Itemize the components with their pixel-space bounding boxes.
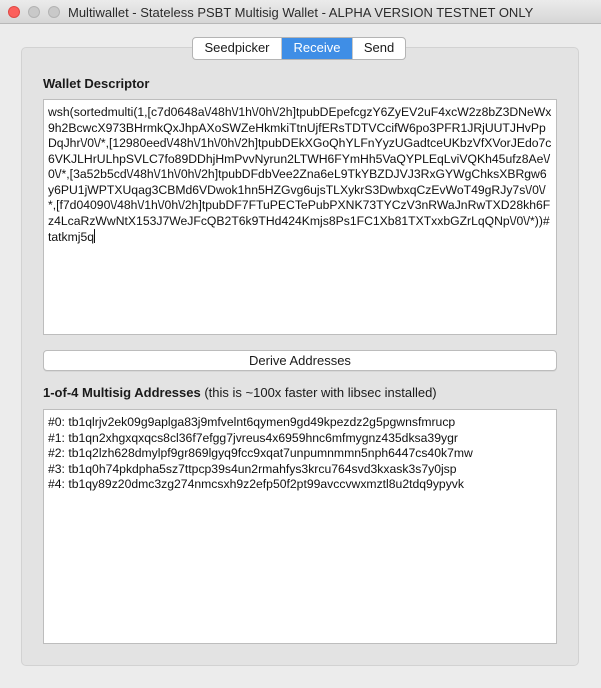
address-line: #3: tb1q0h74pkdpha5sz7ttpcp39s4un2rmahfys3krcu764svd3kxask3s7y0jsp [48, 461, 457, 476]
text-cursor [94, 229, 95, 243]
addresses-output[interactable] [43, 409, 557, 644]
title-bar [0, 0, 601, 24]
window-title: Multiwallet - Stateless PSBT Multisig Wallet - ALPHA VERSION TESTNET ONLY [68, 5, 534, 20]
zoom-window-button[interactable] [48, 6, 60, 18]
minimize-window-button[interactable] [28, 6, 40, 18]
address-line: #4: tb1qy89z20dmc3zg274nmcsxh9z2efp50f2pt99avccvwxmztl8u2tdq9ypyvk [48, 477, 464, 491]
address-line: #1: tb1qn2xhgxqxqcs8cl36f7efgg7jvreus4x6959hnc6mfmygnz435dksa39ygr [48, 430, 458, 445]
tab-send[interactable]: Send [363, 40, 395, 55]
multisig-addresses-note: (this is ~100x faster with libsec installed) [204, 385, 437, 400]
wallet-descriptor-label: Wallet Descriptor [43, 76, 150, 91]
derive-addresses-button[interactable]: Derive Addresses [43, 350, 557, 371]
address-line: #2: tb1q2lzh628dmylpf9gr869lgyq9fcc9xqat7unpumnmmn5nph6447cs40k7mw [48, 446, 473, 460]
wallet-descriptor-input[interactable] [43, 99, 557, 335]
multisig-addresses-title: 1-of-4 Multisig Addresses [43, 385, 201, 400]
close-window-button[interactable] [8, 6, 20, 18]
wallet-descriptor-text: wsh(sortedmulti(1,[c7d0648a\/48h\/1h\/0h\/2h]tpubDEpefcgzY6ZyEV2uF4xcW2z8bZ3DNeWx9h2BcwcX973BHrmkQxJhpAXoSWZeHkmkiTtnUjfERsTDTVCcifW6po3PFR1JRjUUTJHvPpDqJhr\/0\/*,[12980eed\/48h\/1h\/0h\/2h]tpubDEkXGoQhYLFnYyzUGadtceUKbzVfXVorJEdo7c6VKJLHrULhpSVLC7fo89DDhjHmPvvNyrun2LTWH6FYmHh5VaQYPLEqLviVQKh45ufz8Ae\/0\/*,[3a52b5cd\/48h\/1h\/0h\/2h]tpubDFdbVee2Zna6eL9TkYBZDJVJ3RxGYWgChksXBRgw6y6PU1jWPTXUqag3CBMd6VDwok1hn5HZGvg6ujsTLXykrS3DwbxqCzEvWoT49gRJy7s\/0\/*,[f7d04090\/48h\/1h\/0h\/2h]tpubDF7FTuPECTePubPXNK73TYCzV3nRWaJnRwTXD28kh6Fz4LcaRzWwNtX153J7WeJFcQB2T6k9THd424Kmjs8Ps1FC1Xb81TXTxxbGZrLqQNp\/0\/*))#tatkmj5q [48, 105, 552, 244]
tab-receive[interactable]: Receive [282, 38, 353, 59]
address-line: #0: tb1qlrjv2ek09g9aplga83j9mfvelnt6qymen9gd49kpezdz2g5pgwnsfmrucp [48, 415, 456, 429]
multisig-addresses-label [43, 385, 437, 400]
tab-seedpicker[interactable]: Seedpicker [193, 38, 282, 59]
tab-bar [192, 37, 406, 60]
